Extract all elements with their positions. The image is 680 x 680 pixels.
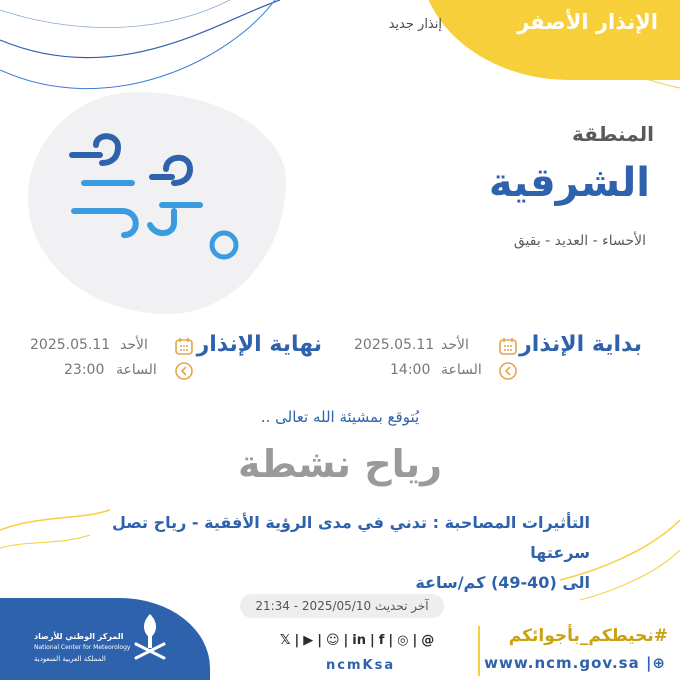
region-cities: الأحساء - العديد - بقيق xyxy=(513,233,646,249)
website-text[interactable]: www.ncm.gov.sa xyxy=(484,654,640,672)
social-handle[interactable]: ncmKsa xyxy=(326,658,396,673)
start-time: 14:00 xyxy=(390,362,431,378)
org-name-english: National Center for Meteorology xyxy=(34,644,131,651)
phenomenon-title: رياح نشطة xyxy=(237,442,443,486)
end-time-label: الساعة xyxy=(116,362,157,378)
last-update xyxy=(240,594,444,618)
website-link[interactable] xyxy=(484,654,666,672)
new-warning-label: إنذار جديد xyxy=(388,17,442,32)
org-name-arabic: المركز الوطني للأرصاد xyxy=(34,632,124,641)
footer-divider xyxy=(478,626,480,676)
chevron-left-icon xyxy=(174,361,194,381)
wind-icon xyxy=(62,125,252,265)
chevron-left-icon xyxy=(498,361,518,381)
linkedin-icon[interactable]: in xyxy=(352,632,367,648)
snapchat-icon[interactable]: ☺ xyxy=(325,632,340,648)
youtube-icon[interactable]: ▶ xyxy=(303,632,314,648)
hashtag: #نحيطكم_بأجوائكم xyxy=(508,626,668,646)
start-time-label: الساعة xyxy=(441,362,482,378)
effects-line-1: التأثيرات المصاحبة : تدني في مدى الرؤية الأفقية - رياح تصل سرعتها xyxy=(111,513,590,562)
threads-icon[interactable]: @ xyxy=(421,632,435,648)
region-label: المنطقة xyxy=(572,122,654,146)
calendar-icon xyxy=(498,336,518,356)
org-country-arabic: المملكة العربية السعودية xyxy=(34,655,106,663)
start-title: بداية الإنذار xyxy=(519,332,642,357)
end-time: 23:00 xyxy=(64,362,105,378)
start-date: 2025.05.11 xyxy=(354,337,435,353)
forecast-intro: يُتوقع بمشيئة الله تعالى .. xyxy=(260,408,420,426)
region-name: الشرقية xyxy=(488,160,650,206)
last-update-label: آخر تحديث xyxy=(374,599,429,613)
effects-line-2: الى (40-49) كم/ساعة xyxy=(415,573,590,592)
last-update-value: 2025/05/10 - 21:34 xyxy=(255,599,372,613)
effects-text xyxy=(90,508,590,598)
social-icons: 𝕏 | ▶ | ☺ | in | f | ◎ | @ xyxy=(280,632,435,648)
end-date: 2025.05.11 xyxy=(30,337,111,353)
globe-icon: |⊕ xyxy=(645,654,666,672)
start-day: الأحد xyxy=(441,337,469,353)
instagram-icon[interactable]: ◎ xyxy=(397,632,409,648)
end-title: نهاية الإنذار xyxy=(196,332,322,357)
facebook-icon[interactable]: f xyxy=(378,632,385,648)
end-day: الأحد xyxy=(120,337,148,353)
warning-level-title: الإنذار الأصفر xyxy=(517,10,658,34)
x-icon[interactable]: 𝕏 xyxy=(280,632,291,648)
calendar-icon xyxy=(174,336,194,356)
ncm-emblem-icon xyxy=(128,610,172,664)
